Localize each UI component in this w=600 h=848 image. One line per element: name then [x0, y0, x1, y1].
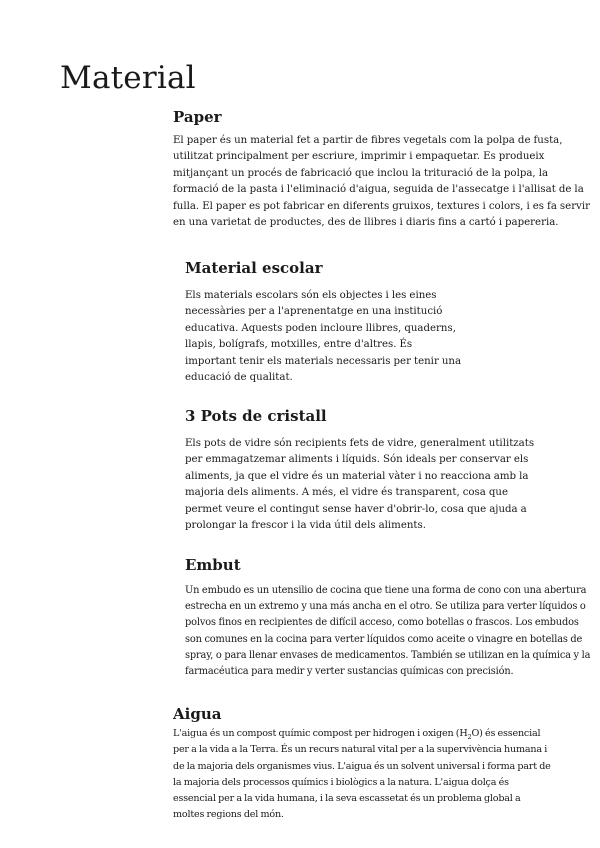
section-heading-aigua: Aigua [173, 705, 222, 723]
section-heading-embut: Embut [185, 556, 241, 574]
section-body-aigua [173, 726, 553, 824]
aigua-body-start: L'aigua és un compost químic compost per hidrogen i oxigen (H [173, 728, 468, 739]
section-heading-material-escolar: Material escolar [185, 259, 323, 277]
aigua-body-end: O) és essencial per a la vida a la Terra. És un recurs natural vital per a la supervivència humana i de la majoria dels organismes vius. L'aigua és un solvent universal i forma part de la majoria dels processos químics i biològics a la natura. L'aigua dolça és essencial per a la vida humana, i la seva escassetat és un problema global a moltes regions del món. [173, 728, 551, 821]
formula-subscript: 2 [467, 732, 472, 741]
section-body-embut: Un embudo es un utensilio de cocina que tiene una forma de cono con una abertura estrecha en un extremo y una más ancha en el otro. Se utiliza para verter líquidos o polvos finos en recipientes de difícil acceso, como botellas o frascos. Los embudos son comunes en la cocina para verter líquidos como aceite o vinagre en botellas de spray, o para llenar envases de medicamentos. También se utilizan en la química y la farmacéutica para medir y verter sustancias químicas con precisión. [185, 585, 591, 678]
section-heading-pots-de-cristall: 3 Pots de cristall [185, 407, 327, 425]
section-body-paper: El paper és un material fet a partir de fibres vegetals com la polpa de fusta, utilitzat principalment per escriure, imprimir i empaquetar. Es produeix mitjançant un procés de fabricació que inclou la trituració de la polpa, la formació de la pasta i l'eliminació d'aigua, seguida de l'assecatge i l'allisat de la fulla. El paper es pot fabricar en diferents gruixos, textures i colors, i es fa servir en una varietat de productes, des de llibres i diaris fins a cartó i papereria. [173, 135, 590, 229]
section-body-pots-de-cristall: Els pots de vidre són recipients fets de vidre, generalment utilitzats per emmagatzemar aliments i líquids. Són ideals per conservar els aliments, ja que el vidre és un material vàter i no reacciona amb la majoria dels aliments. A més, el vidre és transparent, cosa que permet veure el contingut sense haver d'obrir-lo, cosa que ajuda a prolongar la frescor i la vida útil dels aliments. [185, 438, 535, 532]
page-title: Material [60, 60, 196, 96]
section-heading-paper: Paper [173, 108, 222, 126]
section-body-material-escolar: Els materials escolars són els objectes i les eines necessàries per a l'aprenentatge en una institució educativa. Aquests poden incloure llibres, quaderns, llapis, bolígrafs, motxilles, entre d'altres. És important tenir els materials necessaris per tenir una educació de qualitat. [185, 290, 462, 384]
